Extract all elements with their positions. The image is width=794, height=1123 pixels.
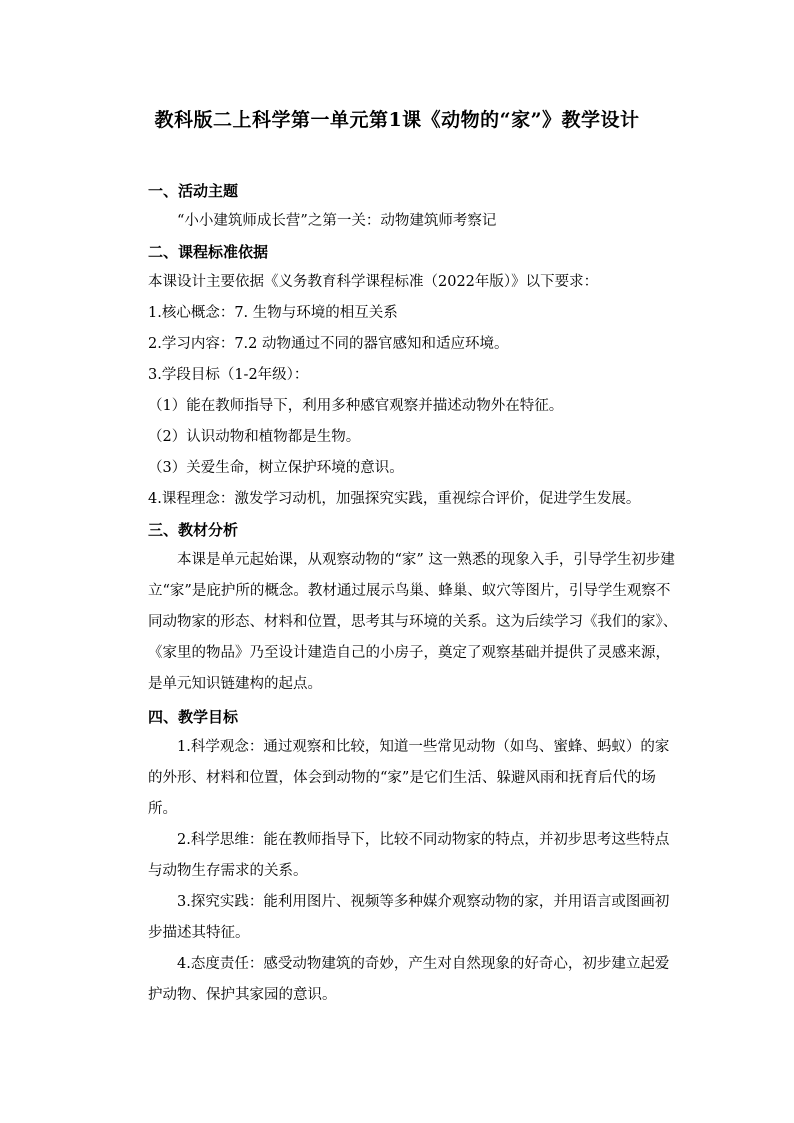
section-heading-textbook-analysis: 三、教材分析 xyxy=(148,521,239,539)
curriculum-line: 1.核心概念：7. 生物与环境的相互关系 xyxy=(148,305,398,321)
curriculum-line: 本课设计主要依据《义务教育科学课程标准（2022年版）》以下要求： xyxy=(148,274,599,290)
curriculum-line: （1）能在教师指导下，利用多种感官观察并描述动物外在特征。 xyxy=(148,398,564,414)
curriculum-line: （2）认识动物和植物都是生物。 xyxy=(148,429,361,445)
section-heading-teaching-objectives: 四、教学目标 xyxy=(148,708,239,726)
textbook-analysis-paragraph: 本课是单元起始课，从观察动物的“家” 这一熟悉的现象入手，引导学生初步建立“家”是庇护所的概念。教材通过展示鸟巢、蜂巢、蚁穴等图片，引导学生观察不同动物家的形态、材料和位置，思考其与环境的关系。这为后续学习《我们的家》、《家里的物品》乃至设计建造自己的小房子，奠定了观察基础并提供了灵感来源，是单元知识链建构的起点。 xyxy=(148,552,678,692)
document-body xyxy=(148,176,678,1011)
document-title: 教科版二上科学第一单元第1课《动物的“家”》教学设计 xyxy=(154,109,640,131)
objective-paragraph: 2.科学思维：能在教师指导下，比较不同动物家的特点，并初步思考这些特点与动物生存需求的关系。 xyxy=(148,832,670,879)
curriculum-line: （3）关爱生命，树立保护环境的意识。 xyxy=(148,460,404,476)
curriculum-line: 2.学习内容：7.2 动物通过不同的器官感知和适应环境。 xyxy=(148,336,509,352)
activity-theme-text: “小小建筑师成长营”之第一关：动物建筑师考察记 xyxy=(177,213,497,229)
curriculum-line: 3.学段目标（1-2年级）： xyxy=(148,367,309,383)
objective-paragraph: 3.探究实践：能利用图片、视频等多种媒介观察动物的家，并用语言或图画初步描述其特征。 xyxy=(148,894,670,941)
section-heading-curriculum-basis: 二、课程标准依据 xyxy=(148,243,269,261)
curriculum-line: 4.课程理念：激发学习动机，加强探究实践，重视综合评价，促进学生发展。 xyxy=(148,491,641,507)
objective-paragraph: 1.科学观念：通过观察和比较，知道一些常见动物（如鸟、蜜蜂、蚂蚁）的家的外形、材料和位置，体会到动物的“家”是它们生活、躲避风雨和抚育后代的场所。 xyxy=(148,739,670,817)
section-heading-activity-theme: 一、活动主题 xyxy=(148,182,239,200)
objective-paragraph: 4.态度责任：感受动物建筑的奇妙，产生对自然现象的好奇心，初步建立起爱护动物、保护其家园的意识。 xyxy=(148,956,670,1003)
